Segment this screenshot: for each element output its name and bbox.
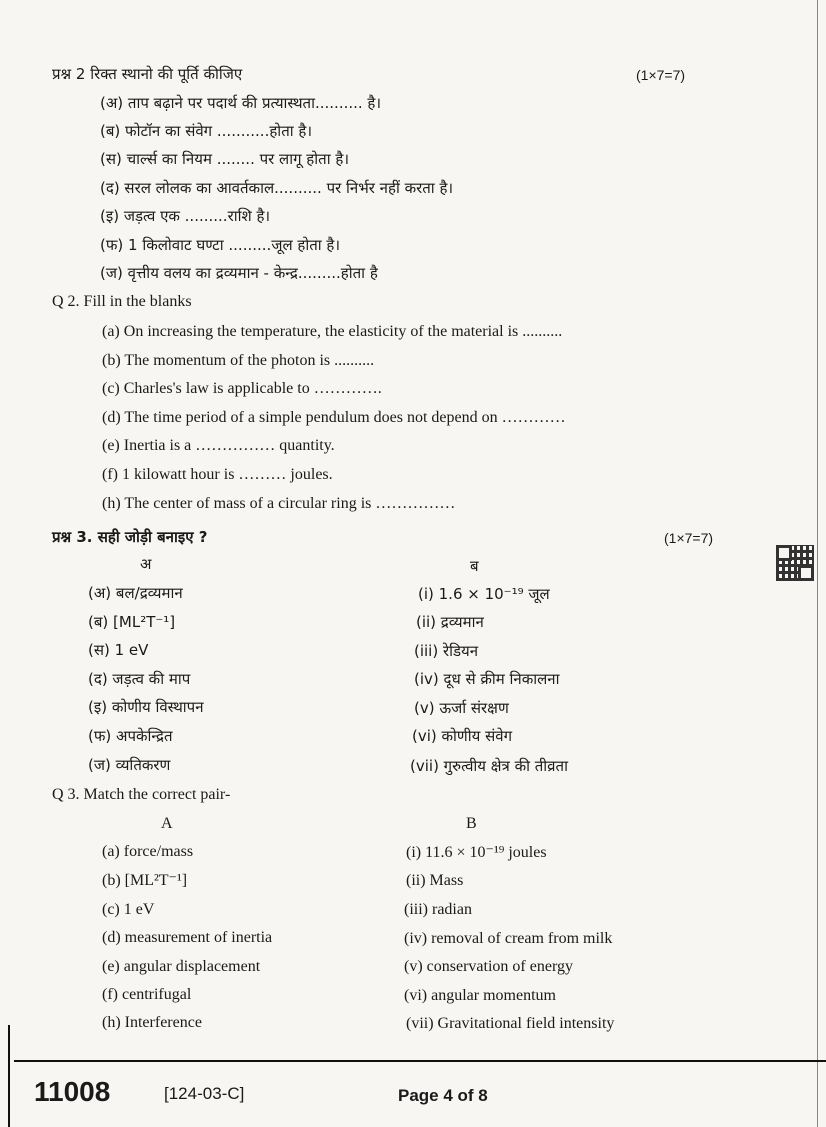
q2-hindi-item: (स) चार्ल्स का नियम ........ पर लागू होता है।	[100, 150, 350, 168]
q3-english-a-item: (a) force/mass	[102, 843, 194, 860]
q2-hindi-item: (अ) ताप बढ़ाने पर पदार्थ की प्रत्यास्थता.......... है।	[100, 94, 382, 112]
q2-english-item: (e) Inertia is a …………… quantity.	[102, 437, 335, 454]
q3-english-a-item: (b) [ML²T⁻¹]	[102, 872, 188, 889]
footer-rule	[14, 1060, 826, 1062]
q3-hindi-b-item: (ii) द्रव्यमान	[416, 613, 484, 631]
q2-english-item: (h) The center of mass of a circular ring is ……………	[102, 495, 456, 512]
q3-english-b-item: (iv) removal of cream from milk	[404, 930, 613, 947]
q3-hindi-a-item: (ब) [ML²T⁻¹]	[88, 613, 176, 631]
q2-english-item: (d) The time period of a simple pendulum does not depend on …………	[102, 409, 566, 426]
q2-english-item: (b) The momentum of the photon is ..........	[102, 352, 375, 369]
q2-hindi-item: (ब) फोटॉन का संवेग ...........होता है।	[100, 122, 313, 140]
q2-english-item: (c) Charles's law is applicable to ………….	[102, 380, 382, 397]
q2-marks: (1×7=7)	[636, 67, 686, 83]
q2-hindi-heading: प्रश्न 2 रिक्त स्थानो की पूर्ति कीजिए	[52, 65, 243, 83]
page-edge	[817, 0, 818, 1127]
q3-english-b-item: (i) 11.6 × 10⁻¹⁹ joules	[406, 844, 547, 861]
q3-english-col-a-header: A	[161, 815, 173, 832]
q3-english-a-item: (c) 1 eV	[102, 901, 155, 918]
q3-hindi-b-item: (i) 1.6 × 10⁻¹⁹ जूल	[418, 585, 550, 603]
q2-hindi-item: (फ) 1 किलोवाट घण्टा .........जूल होता है।	[100, 236, 341, 254]
q2-english-item: (f) 1 kilowatt hour is ……… joules.	[102, 466, 333, 483]
q3-hindi-a-item: (इ) कोणीय विस्थापन	[88, 698, 204, 716]
qr-code	[776, 545, 814, 581]
q2-hindi-item: (ज) वृत्तीय वलय का द्रव्यमान - केन्द्र.........होता है	[100, 264, 378, 282]
q3-english-b-item: (v) conservation of energy	[404, 958, 573, 975]
q3-hindi-a-item: (द) जड़त्व की माप	[88, 670, 191, 688]
q3-hindi-a-item: (फ) अपकेन्द्रित	[88, 727, 173, 745]
q3-hindi-b-item: (v) ऊर्जा संरक्षण	[414, 699, 509, 717]
q3-english-col-b-header: B	[466, 815, 477, 832]
q3-english-b-item: (iii) radian	[404, 901, 472, 918]
q3-english-a-item: (e) angular displacement	[102, 958, 261, 975]
q3-hindi-col-b-header: ब	[470, 557, 479, 575]
subject-code: [124-03-C]	[164, 1084, 245, 1103]
paper-code: 11008	[34, 1076, 111, 1107]
q3-hindi-b-item: (iv) दूध से क्रीम निकालना	[414, 670, 560, 688]
q3-hindi-b-item: (vi) कोणीय संवेग	[412, 727, 513, 745]
q3-english-a-item: (h) Interference	[102, 1014, 202, 1031]
q2-english-heading: Q 2. Fill in the blanks	[52, 293, 192, 310]
q3-english-b-item: (vi) angular momentum	[404, 987, 556, 1004]
q3-marks: (1×7=7)	[664, 530, 714, 546]
q3-hindi-heading: प्रश्न 3. सही जोड़ी बनाइए ?	[52, 528, 208, 546]
q3-hindi-a-item: (अ) बल/द्रव्यमान	[88, 584, 183, 602]
q3-hindi-a-item: (ज) व्यतिकरण	[88, 756, 171, 774]
q3-hindi-a-item: (स) 1 eV	[88, 641, 149, 659]
q3-english-a-item: (f) centrifugal	[102, 986, 192, 1003]
q3-english-b-item: (ii) Mass	[406, 872, 464, 889]
q3-english-heading: Q 3. Match the correct pair-	[52, 786, 231, 803]
q2-english-item: (a) On increasing the temperature, the elasticity of the material is ..........	[102, 323, 563, 340]
q2-hindi-item: (इ) जड़त्व एक .........राशि है।	[100, 207, 271, 225]
footer-left-bar	[8, 1025, 10, 1127]
q3-english-a-item: (d) measurement of inertia	[102, 929, 273, 946]
q3-english-b-item: (vii) Gravitational field intensity	[406, 1015, 615, 1032]
page-number: Page 4 of 8	[398, 1086, 488, 1105]
q3-hindi-b-item: (iii) रेडियन	[414, 642, 479, 660]
q2-hindi-item: (द) सरल लोलक का आवर्तकाल.......... पर निर्भर नहीं करता है।	[100, 179, 454, 197]
q3-hindi-col-a-header: अ	[140, 555, 152, 573]
q3-hindi-b-item: (vii) गुरुत्वीय क्षेत्र की तीव्रता	[410, 757, 568, 775]
